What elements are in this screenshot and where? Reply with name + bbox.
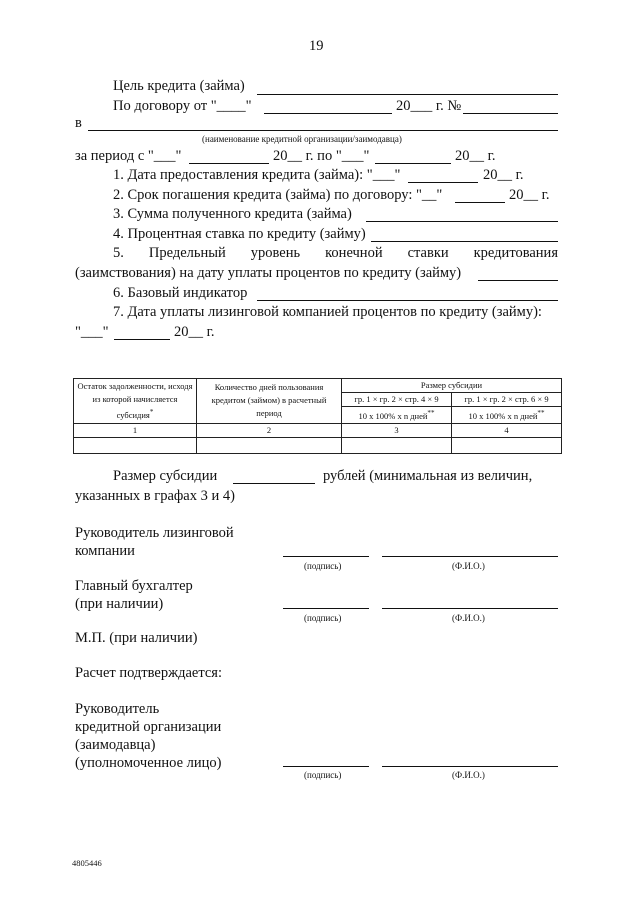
- goal-line: [257, 94, 558, 95]
- head-label-1: Руководитель лизинговой: [75, 525, 234, 541]
- formula-3-numerator: гр. 1 × гр. 2 × стр. 4 × 9: [342, 393, 452, 407]
- period-to-line: [375, 163, 451, 164]
- formula-4-denominator-text: 10 x 100% x n дней: [468, 410, 538, 421]
- formula-3-denominator-text: 10 x 100% x n дней: [358, 410, 428, 421]
- contract-label: По договору от "____": [113, 98, 252, 114]
- bank-head-fio-caption: (Ф.И.О.): [452, 770, 485, 780]
- item-5-line-1: 5. Предельный уровень конечной ставки кредитования: [113, 245, 558, 261]
- item-4-line: [371, 241, 558, 242]
- item-2-year: 20__ г.: [509, 187, 550, 203]
- bank-caption: (наименование кредитной организации/заимодавца): [202, 134, 402, 144]
- stamp-label: М.П. (при наличии): [75, 630, 198, 646]
- item-1-line: [408, 182, 478, 183]
- item-4-label: 4. Процентная ставка по кредиту (займу): [113, 226, 366, 242]
- head-fio-caption: (Ф.И.О.): [452, 561, 485, 571]
- formula-3-denominator: [342, 407, 452, 424]
- item-3-label: 3. Сумма полученного кредита (займа): [113, 206, 352, 222]
- period-to-year: 20__ г.: [455, 148, 496, 164]
- bank-head-label-2: кредитной организации: [75, 719, 222, 735]
- bank-head-sign-line: [283, 766, 369, 767]
- item-2-line: [455, 202, 505, 203]
- bank-line: [88, 130, 558, 131]
- bank-head-label-1: Руководитель: [75, 701, 160, 717]
- bank-head-label-3: (заимодавца): [75, 737, 156, 753]
- summary-rest: рублей (минимальная из величин,: [323, 468, 533, 484]
- col-3-4-header: Размер субсидии: [342, 379, 562, 393]
- confirmed-label: Расчет подтверждается:: [75, 665, 223, 681]
- contract-number-line: [463, 113, 558, 114]
- bank-head-sign-caption: (подпись): [304, 770, 342, 780]
- formula-4-denominator: [452, 407, 562, 424]
- table-cell: [197, 437, 342, 453]
- goal-label: Цель кредита (займа): [113, 78, 245, 94]
- contract-year: 20___ г. №: [396, 98, 462, 114]
- formula-4-footnote-mark: **: [537, 409, 545, 417]
- table-cell: [342, 437, 452, 453]
- col-number: 3: [342, 423, 452, 437]
- item-6-line: [257, 300, 558, 301]
- summary-line-2: указанных в графах 3 и 4): [75, 488, 235, 504]
- col-number: 2: [197, 423, 342, 437]
- head-fio-line: [382, 556, 558, 557]
- head-label-2: компании: [75, 543, 135, 559]
- item-2-label: 2. Срок погашения кредита (займа) по договору: "__": [113, 187, 443, 203]
- table-cell: [74, 437, 197, 453]
- accountant-fio-line: [382, 608, 558, 609]
- item-7-line: [114, 339, 170, 340]
- item-5-line: [478, 280, 558, 281]
- head-sign-caption: (подпись): [304, 561, 342, 571]
- col-1-header: [74, 379, 197, 424]
- item-3-line: [366, 221, 558, 222]
- subsidy-table: [73, 378, 562, 454]
- col-1-header-text: Остаток задолженности, исходя из которой начисляется субсидия: [77, 381, 193, 420]
- formula-4-numerator: гр. 1 × гр. 2 × стр. 6 × 9: [452, 393, 562, 407]
- bank-prefix: в: [75, 115, 82, 131]
- accountant-label-2: (при наличии): [75, 596, 164, 612]
- accountant-fio-caption: (Ф.И.О.): [452, 613, 485, 623]
- col-number: 4: [452, 423, 562, 437]
- summary-label: Размер субсидии: [113, 468, 218, 484]
- item-1-year: 20__ г.: [483, 167, 524, 183]
- contract-date-line: [264, 113, 392, 114]
- period-from-line: [189, 163, 269, 164]
- head-sign-line: [283, 556, 369, 557]
- col-1-footnote-mark: *: [149, 408, 154, 416]
- accountant-label-1: Главный бухгалтер: [75, 578, 193, 594]
- bank-head-fio-line: [382, 766, 558, 767]
- period-from: за период с "___": [75, 148, 182, 164]
- col-2-header: Количество дней пользования кредитом (займом) в расчетный период: [197, 379, 342, 424]
- footer-code: 4805446: [72, 858, 102, 868]
- accountant-sign-line: [283, 608, 369, 609]
- page-number: 19: [309, 38, 324, 54]
- item-5-line-2: (заимствования) на дату уплаты процентов по кредиту (займу): [75, 265, 462, 281]
- col-number: 1: [74, 423, 197, 437]
- table-cell: [452, 437, 562, 453]
- item-7-open: "___": [75, 324, 109, 340]
- formula-3-footnote-mark: **: [427, 409, 435, 417]
- bank-head-label-4: (уполномоченное лицо): [75, 755, 222, 771]
- accountant-sign-caption: (подпись): [304, 613, 342, 623]
- item-1-label: 1. Дата предоставления кредита (займа): "___": [113, 167, 401, 183]
- summary-line: [233, 483, 315, 484]
- period-from-year: 20__ г. по "___": [273, 148, 370, 164]
- item-7-year: 20__ г.: [174, 324, 215, 340]
- item-6-label: 6. Базовый индикатор: [113, 285, 248, 301]
- item-7-line-1: 7. Дата уплаты лизинговой компанией процентов по кредиту (займу):: [113, 304, 542, 320]
